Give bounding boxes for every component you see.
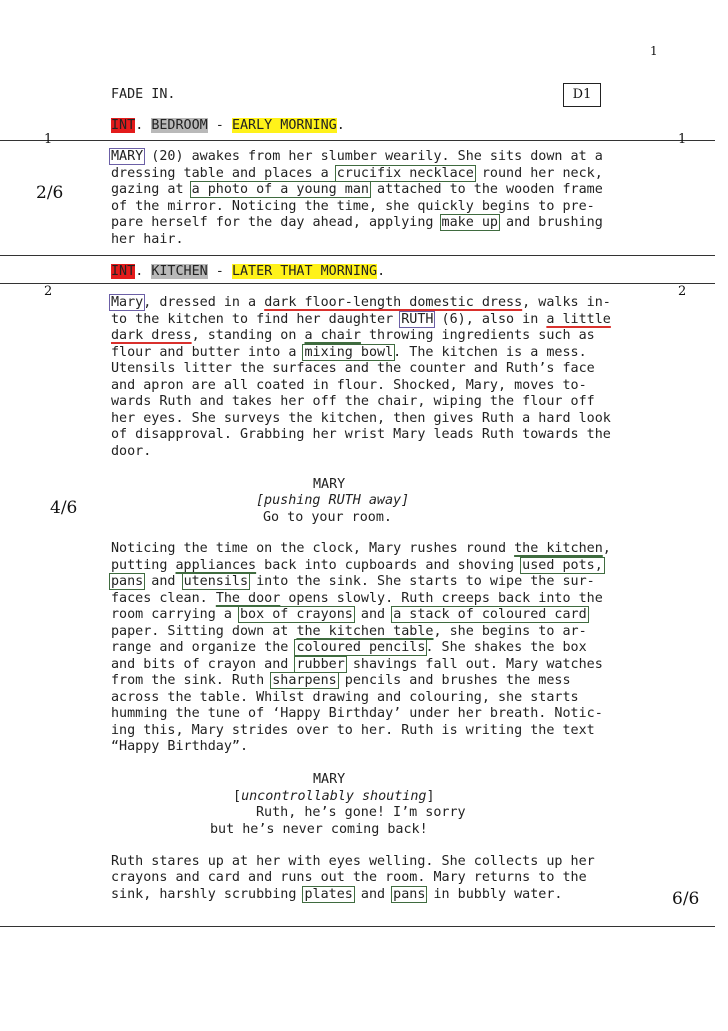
prop-tag: a stack of coloured card [393,607,587,622]
prop-tag: pans [111,574,144,589]
action-line: and apron are all coated in flour. Shocked, Mary, moves to- [111,378,587,393]
action-line: pans and utensils into the sink. She starts to wipe the sur- [111,574,595,589]
transition-fade-in: FADE IN. [111,87,176,102]
prop-tag: plates [304,887,353,902]
page-eighths-marker: 2/6 [36,183,64,203]
action-line: ing this, Mary strides over to her. Ruth is writing the text [111,723,595,738]
action-line: “Happy Birthday”. [111,739,249,754]
scene-heading: INT. KITCHEN - LATER THAT MORNING. [111,264,386,279]
set-tag: the kitchen [514,541,603,556]
scene-divider [0,255,715,256]
dialogue-character: MARY [313,772,346,787]
prop-tag: make up [441,215,498,230]
action-line: pare herself for the day ahead, applying make up and brushing [111,215,603,230]
character-tag: RUTH [401,312,434,327]
time-tag: LATER THAT MORNING [231,264,378,279]
action-line: Ruth stares up at her with eyes welling. She collects up her [111,854,595,869]
action-line: Utensils litter the surfaces and the counter and Ruth’s face [111,361,595,376]
action-line: from the sink. Ruth sharpens pencils and brushes the mess [111,673,571,688]
costume-tag: dark floor-length domestic dress [264,295,523,310]
dialogue-parenthetical: [uncontrollably shouting] [233,789,435,804]
prop-tag: a photo of a young man [191,182,369,197]
action-line: her hair. [111,232,184,247]
action-line: sink, harshly scrubbing plates and pans in bubbly water. [111,887,563,902]
action-line: room carrying a box of crayons and a stack of coloured card [111,607,587,622]
action-line: faces clean. The door opens slowly. Ruth creeps back into the [111,591,603,606]
prop-tag: box of crayons [240,607,353,622]
action-line: flour and butter into a mixing bowl. The kitchen is a mess. [111,345,587,360]
action-line: Mary, dressed in a dark floor-length domestic dress, walks in- [111,295,611,310]
scene-number-right: 1 [678,132,687,147]
prop-tag: coloured pencils [296,640,426,655]
set-tag: appliances [175,558,257,573]
action-line: MARY (20) awakes from her slumber wearily. She sits down at a [111,149,603,164]
dialogue-character: MARY [313,477,346,492]
action-line: and bits of crayon and rubber shavings fall out. Mary watches [111,657,603,672]
location-tag: BEDROOM [151,118,208,133]
scene-divider [0,283,715,284]
costume-tag: a little [546,312,611,327]
set-tag: The door [215,591,281,606]
character-tag: Mary [111,295,144,310]
page-eighths-marker: 6/6 [672,889,700,909]
time-tag: EARLY MORNING [231,118,337,133]
prop-tag: pans [393,887,426,902]
action-line: to the kitchen to find her daughter RUTH (6), also in a little [111,312,611,327]
action-line: gazing at a photo of a young man attached to the wooden frame [111,182,603,197]
int-tag: INT [111,264,136,279]
prop-tag: rubber [296,657,345,672]
action-line: door. [111,444,152,459]
draft-label: D1 [563,83,601,107]
action-line: wards Ruth and takes her off the chair, wiping the flour off [111,394,595,409]
scene-divider [0,140,715,141]
dialogue-line: Ruth, he’s gone! I’m sorry [256,805,466,820]
prop-tag: crucifix necklace [336,166,474,181]
int-tag: INT [111,118,136,133]
scene-number-left: 1 [44,132,53,147]
scene-number-left: 2 [44,284,53,299]
prop-tag: sharpens [272,673,337,688]
action-line: of disapproval. Grabbing her wrist Mary leads Ruth towards the [111,427,611,442]
action-line: crayons and card and runs out the room. Mary returns to the [111,870,587,885]
action-line: across the table. Whilst drawing and colouring, she starts [111,690,579,705]
prop-tag: used pots, [522,558,603,573]
dialogue-line: but he’s never coming back! [210,822,428,837]
prop-tag: utensils [183,574,249,589]
action-line: Noticing the time on the clock, Mary rushes round the kitchen, [111,541,611,556]
action-line: paper. Sitting down at the kitchen table, she begins to ar- [111,624,587,639]
page-number: 1 [650,44,658,58]
action-line: putting appliances back into cupboards and shoving used pots, [111,558,603,573]
page-eighths-marker: 4/6 [50,498,78,518]
action-line: range and organize the coloured pencils. She shakes the box [111,640,587,655]
scene-heading: INT. BEDROOM - EARLY MORNING. [111,118,345,133]
action-line: dressing table and places a crucifix necklace round her neck, [111,166,603,181]
dialogue-line: Go to your room. [263,510,392,525]
costume-tag: dark dress [111,328,192,343]
page-bottom-rule [0,926,715,927]
dialogue-parenthetical: [pushing RUTH away] [256,493,410,508]
prop-tag: mixing bowl [304,345,394,360]
action-line: her eyes. She surveys the kitchen, then gives Ruth a hard look [111,411,611,426]
set-tag: a chair [304,328,361,343]
set-tag: the kitchen table [296,624,434,639]
action-line: of the mirror. Noticing the time, she quickly begins to pre- [111,199,595,214]
character-tag: MARY [111,149,144,164]
action-line: humming the tune of ‘Happy Birthday’ under her breath. Notic- [111,706,603,721]
location-tag: KITCHEN [151,264,208,279]
scene-number-right: 2 [678,284,687,299]
action-line: dark dress, standing on a chair throwing ingredients such as [111,328,595,343]
